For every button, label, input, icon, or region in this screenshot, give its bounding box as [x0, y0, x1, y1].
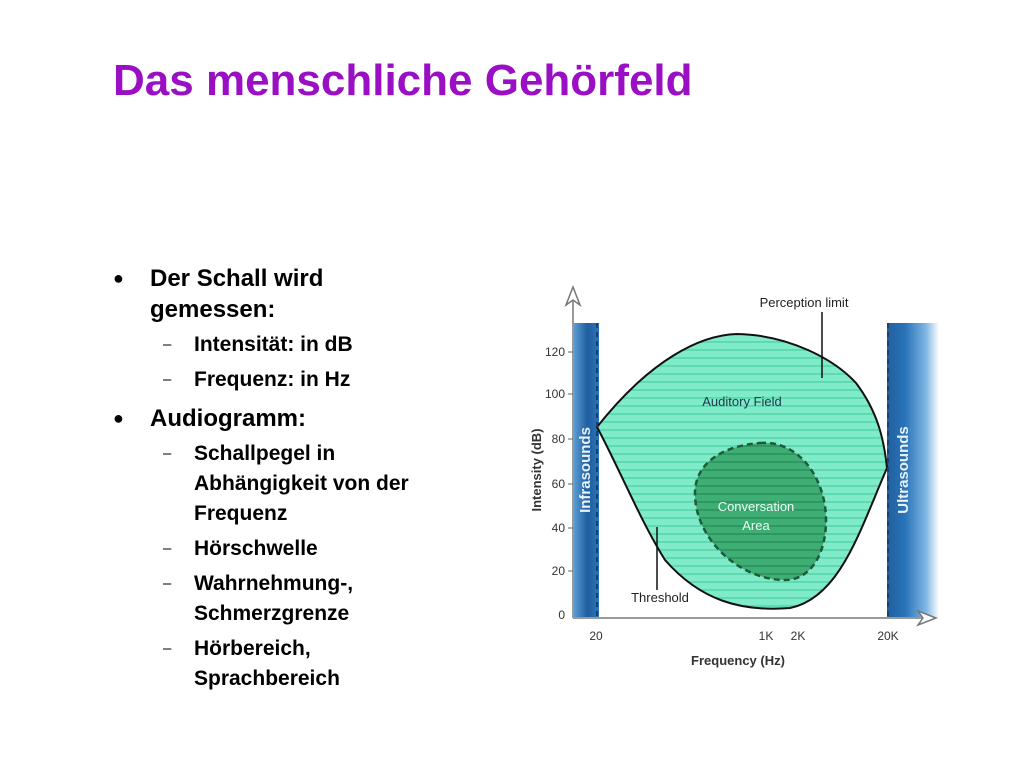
bullet-dot-icon: ● — [113, 268, 124, 288]
sub-bullet-item — [110, 330, 480, 360]
x-tick-label: 20K — [877, 629, 899, 643]
hearing-field-diagram — [520, 280, 960, 680]
bullet-dot-icon: ● — [113, 408, 124, 428]
x-tick-label: 1K — [758, 629, 774, 643]
y-tick-label: 60 — [551, 477, 565, 491]
y-tick-label: 100 — [544, 387, 565, 401]
dash-icon: – — [163, 640, 172, 657]
y-tick-label: 40 — [551, 521, 565, 535]
infrasounds-label: Infrasounds — [577, 427, 594, 513]
x-tick-label: 20 — [589, 629, 603, 643]
sub-bullet-line: Frequenz — [194, 502, 288, 525]
slide-title: Das menschliche Gehörfeld — [113, 56, 693, 105]
sub-bullet-line: Abhängigkeit von der — [194, 472, 409, 495]
y-tick-label: 120 — [544, 345, 565, 359]
sub-bullet-line: Frequenz: in Hz — [194, 368, 351, 391]
sub-bullet-item — [110, 569, 480, 629]
auditory-field-label: Auditory Field — [702, 394, 782, 409]
sub-bullet-item — [110, 634, 480, 694]
threshold-label: Threshold — [631, 590, 689, 605]
perception-limit-label: Perception limit — [759, 295, 849, 310]
sub-bullet-line: Hörbereich, — [194, 637, 311, 660]
conversation-area-label: Conversation — [717, 499, 795, 514]
dash-icon: – — [163, 336, 172, 353]
sub-bullet-line: Schmerzgrenze — [194, 602, 350, 625]
sub-bullet-line: Sprachbereich — [194, 667, 340, 690]
sub-bullet-item — [110, 534, 480, 564]
dash-icon: – — [163, 575, 172, 592]
sub-bullet-line: Hörschwelle — [194, 537, 318, 560]
ultrasounds-label: Ultrasounds — [895, 426, 912, 514]
y-tick-label: 20 — [551, 564, 565, 578]
y-tick-label: 80 — [551, 432, 565, 446]
y-tick-label: 0 — [558, 608, 565, 622]
x-tick-label: 2K — [790, 629, 806, 643]
bullet-item — [110, 403, 480, 434]
dash-icon: – — [163, 371, 172, 388]
conversation-area-label: Area — [742, 518, 770, 533]
x-ticks — [589, 629, 898, 643]
bullet-list — [110, 263, 480, 694]
sub-bullet-line: Wahrnehmung-, — [194, 572, 354, 595]
sub-bullet-line: Schallpegel in — [194, 442, 336, 465]
bullet-line: gemessen: — [150, 296, 276, 323]
dash-icon: – — [163, 445, 172, 462]
dash-icon: – — [163, 540, 172, 557]
x-axis-label: Frequency (Hz) — [691, 653, 785, 668]
y-axis-label: Intensity (dB) — [529, 428, 544, 512]
bullet-line: Der Schall wird — [150, 265, 324, 292]
y-ticks — [545, 345, 573, 622]
bullet-line: Audiogramm: — [150, 405, 306, 432]
sub-bullet-item — [110, 365, 480, 395]
sub-bullet-item — [110, 439, 480, 529]
sub-bullet-line: Intensität: in dB — [194, 333, 353, 356]
bullet-item — [110, 263, 480, 325]
